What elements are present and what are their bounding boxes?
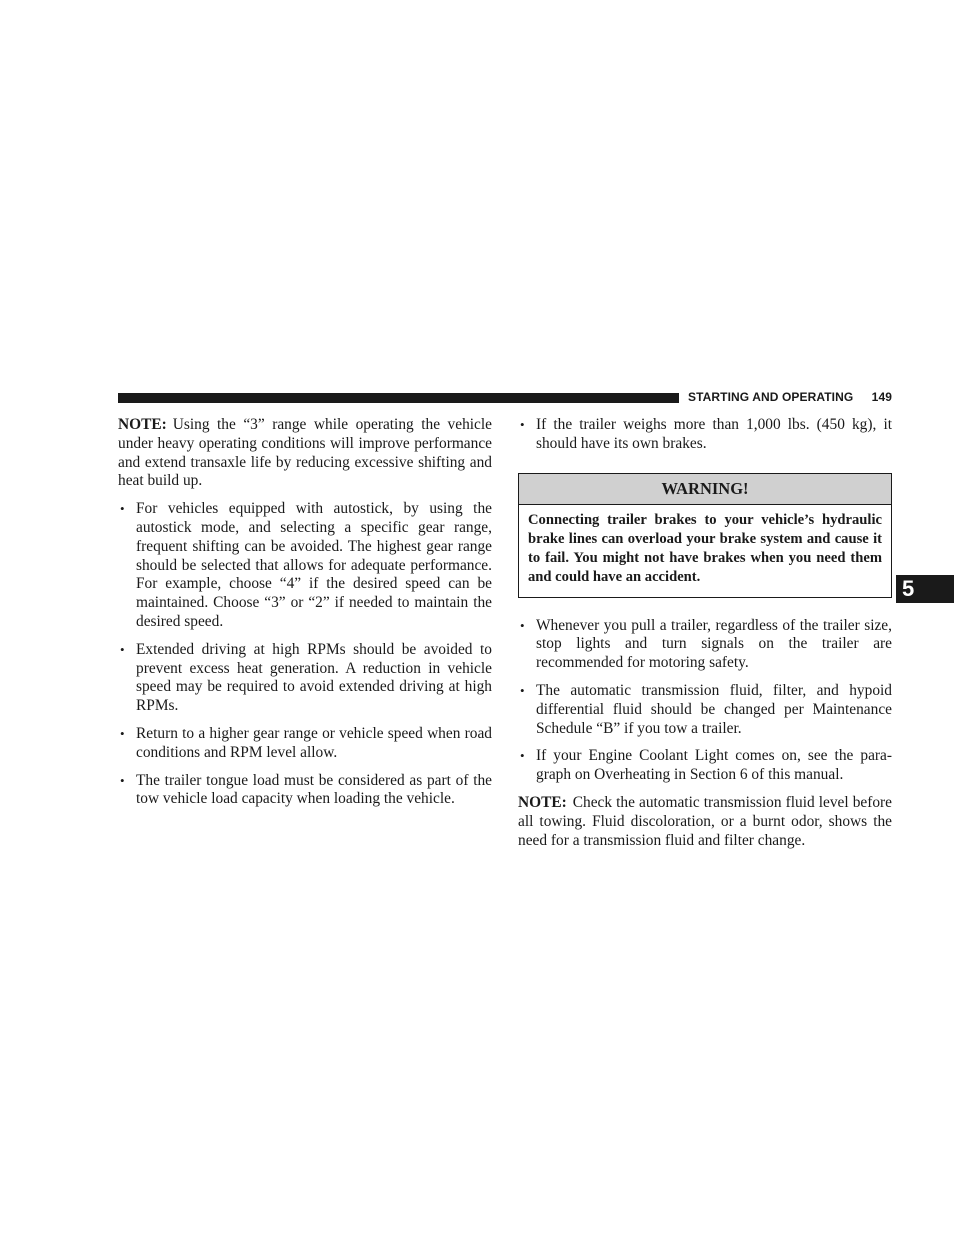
note-paragraph bbox=[518, 794, 892, 850]
right-column bbox=[518, 416, 892, 850]
list-item: • Extended driving at high RPMs should be avoided to prevent excess heat generation. A reduction in vehicle speed may be required to avoid extended driving at high RPMs. bbox=[118, 641, 492, 716]
list-item: • If the trailer weighs more than 1,000 lbs. (450 kg), it should have its own brakes. bbox=[518, 416, 892, 454]
warning-title: WARNING! bbox=[519, 474, 891, 505]
note-paragraph bbox=[118, 416, 492, 491]
note-label: NOTE: bbox=[518, 793, 567, 811]
warning-box bbox=[518, 473, 892, 598]
note-label: NOTE: bbox=[118, 416, 167, 433]
warning-text: Connecting trailer brakes to your vehicle’s hydraulic brake lines can overload your brake system and cause it to fail. You might not have brakes when you need them and could have an accident. bbox=[528, 511, 882, 585]
list-item: • Return to a higher gear range or vehicle speed when road conditions and RPM level allow. bbox=[118, 725, 492, 763]
bullet-list bbox=[518, 617, 892, 785]
list-item: • The trailer tongue load must be considered as part of the tow vehicle load capacity when loading the vehicle. bbox=[118, 772, 492, 810]
list-item: • For vehicles equipped with autostick, by using the autostick mode, and selecting a specific gear range, frequent shifting can be avoided. The highest gear range should be selected that allows for adequate performance. For example, choose “4” if the desired speed can be maintained. Choose “3” or “2” if needed to maintain the desired speed. bbox=[118, 500, 492, 632]
page-number: 149 bbox=[871, 390, 892, 404]
note-text: Check the automatic transmission fluid level before all towing. Fluid discoloration, or a burnt odor, shows the need for a transmission fluid and filter change. bbox=[518, 793, 892, 849]
running-header bbox=[688, 389, 892, 406]
section-tab: 5 bbox=[896, 575, 954, 603]
list-item: • If your Engine Coolant Light comes on, see the paragraph on Overheating in Section 6 of this manual. bbox=[518, 747, 892, 785]
bullet-list bbox=[518, 416, 892, 454]
list-item: • Whenever you pull a trailer, regardless of the trailer size, stop lights and turn signals on the trailer are recommended for motoring safety. bbox=[518, 617, 892, 673]
bullet-list bbox=[118, 500, 492, 809]
left-column bbox=[118, 416, 492, 818]
note-text: Using the “3” range while operating the vehicle under heavy operating conditions will improve performance and extend transaxle life by reducing excessive shifting and heat build up. bbox=[118, 416, 492, 490]
section-title: STARTING AND OPERATING bbox=[688, 390, 854, 404]
header-rule bbox=[118, 393, 679, 403]
list-item: • The automatic transmission fluid, filter, and hypoid differential fluid should be changed per Maintenance Schedule “B” if you tow a trailer. bbox=[518, 682, 892, 738]
